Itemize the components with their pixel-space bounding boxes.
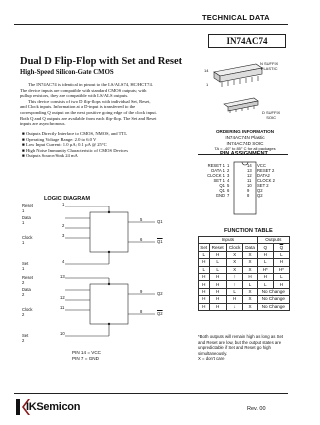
- table-cell: L: [273, 273, 289, 280]
- pin-number: 8: [247, 193, 250, 198]
- pin-number: 12: [247, 173, 252, 178]
- pin-name: Q2: [257, 188, 263, 193]
- table-cell: H: [199, 296, 210, 303]
- note-line: unpredictable if Set and Reset go high: [198, 345, 271, 351]
- pin-number: 1: [227, 163, 230, 168]
- pin-number: 9: [247, 188, 250, 193]
- pin-table-left: [200, 163, 234, 198]
- part-number-box: [208, 34, 286, 48]
- table-cell: ↑: [226, 273, 243, 280]
- output-label: Q1: [157, 219, 163, 224]
- table-cell: ↓: [226, 303, 243, 310]
- page-subtitle: High-Speed Silicon-Gate CMOS: [20, 69, 114, 76]
- pin-name: Q1: [219, 188, 225, 193]
- pin-number: 4: [62, 259, 65, 264]
- pin1-label: 1: [206, 82, 209, 87]
- table-cell: X: [226, 266, 243, 273]
- ordering-line: IN74AC74D SOIC: [226, 140, 264, 146]
- input-label: Set 1: [22, 261, 29, 271]
- description-line: The IN74AC74 is identical in pinout to the LS/ALS74, HC/HCT74.: [28, 82, 153, 87]
- pin-number: 5: [227, 183, 230, 188]
- table-cell: H: [209, 288, 226, 295]
- feature-list: [22, 131, 182, 159]
- part-number: IN74AC74: [226, 36, 268, 46]
- feature-item: ■ High Noise Immunity Characteristic of CMOS Devices: [22, 147, 129, 153]
- pin-number: 6: [227, 188, 230, 193]
- description-line: and Clock inputs. Information at a D-input is transferred to the: [20, 104, 136, 110]
- input-label: Set 2: [22, 333, 29, 343]
- pin-number: 1: [62, 202, 65, 207]
- table-cell: X: [243, 288, 257, 295]
- table-row: [199, 296, 290, 303]
- description-line: This device consists of two D flip-flops with individual Set, Reset,: [28, 98, 151, 104]
- pin-number: 10: [247, 183, 252, 188]
- table-cell: No Change: [257, 303, 289, 310]
- logic-diagram: [20, 206, 190, 346]
- pin-name: Q2: [257, 193, 263, 198]
- ordering-title: ORDERING INFORMATION: [215, 129, 275, 134]
- pin-number: 14: [247, 163, 252, 168]
- bullet-icon: ■: [22, 142, 26, 148]
- table-row: [199, 251, 290, 258]
- table-cell: H: [199, 281, 210, 288]
- input-label: Clock 2: [22, 307, 33, 317]
- note-line: *Both outputs will remain high as long as Set: [198, 334, 284, 339]
- function-table-title: FUNCTION TABLE: [224, 228, 273, 234]
- bullet-icon: ■: [22, 131, 26, 136]
- table-cell: X: [226, 259, 243, 266]
- column-header: Set: [200, 244, 208, 250]
- column-header: Clock: [226, 244, 243, 251]
- ordering-line: TA = -40° to 85° C for all packages: [214, 146, 276, 152]
- pin-name: Q1: [219, 183, 225, 188]
- table-cell: X: [243, 296, 257, 303]
- table-cell: H: [209, 273, 226, 280]
- table-cell: H: [273, 281, 289, 288]
- note-line: simultaneously.: [198, 350, 228, 356]
- pin-name: SET 1: [213, 178, 225, 183]
- pin14-label: 14: [204, 68, 209, 73]
- feature-item: ■ Operating Voltage Range: 2.0 to 6.0 V: [22, 136, 97, 142]
- pin-name: SET 2: [257, 183, 269, 188]
- table-cell: X: [243, 251, 257, 258]
- table-row: [199, 303, 290, 310]
- description-line: corresponding Q output on the next positive going edge of the clock input.: [20, 109, 157, 115]
- n-suffix-label: N SUFFIX PLASTIC: [260, 61, 279, 71]
- description-line: The device inputs are compatible with standard CMOS outputs; with: [20, 87, 147, 93]
- bullet-icon: ■: [22, 153, 26, 159]
- pin-row: [200, 193, 234, 198]
- header-rule: [14, 24, 288, 25]
- pin-number: 10: [60, 331, 65, 336]
- table-cell: No Change: [257, 288, 289, 295]
- table-cell: H: [199, 288, 210, 295]
- pin-number: 3: [227, 173, 230, 178]
- table-cell: H: [199, 303, 210, 310]
- pin-number: 9: [140, 289, 143, 294]
- table-cell: X: [226, 251, 243, 258]
- feature-item: ■ Outputs Directly Interface to CMOS, NMOS, and TTL: [22, 131, 128, 136]
- pin-number: 11: [60, 305, 65, 310]
- table-cell: L: [243, 281, 257, 288]
- input-label: Reset 1: [22, 203, 33, 213]
- flip-flop-2: [90, 284, 128, 324]
- d-suffix-label: D SUFFIX SOIC: [262, 110, 281, 120]
- column-header: Reset: [209, 244, 226, 251]
- note-line: X = don't care: [198, 356, 225, 362]
- table-cell: H: [273, 259, 289, 266]
- description-line: pullup resistors, they are compatible with LS/ALS outputs.: [20, 93, 129, 99]
- soic-package-icon: [224, 98, 258, 113]
- output-label: Q1: [157, 239, 163, 244]
- description-line: Both Q and Q outputs are available from each flip-flop. The Set and Reset: [20, 115, 157, 121]
- table-row: [199, 288, 290, 295]
- output-label: Q2: [157, 311, 163, 316]
- table-cell: L: [273, 251, 289, 258]
- pin-table-right: [246, 163, 276, 198]
- feature-item: ■ Low Input Current: 1.0 µA; 0.1 µA @ 25°C: [22, 142, 107, 148]
- table-cell: X: [243, 259, 257, 266]
- table-cell: L: [226, 288, 243, 295]
- table-cell: H*: [257, 266, 273, 273]
- input-label: Reset 2: [22, 275, 33, 285]
- feature-item: ■ Outputs Source/Sink 24 mA: [22, 153, 78, 159]
- table-cell: L: [209, 259, 226, 266]
- page-title: Dual D Flip-Flop with Set and Reset: [20, 56, 183, 67]
- flip-flop-1: [90, 212, 128, 252]
- column-header: Q: [273, 244, 289, 251]
- table-row: [199, 273, 290, 280]
- pin-row: [246, 193, 276, 198]
- table-cell: L: [199, 251, 210, 258]
- description-line: inputs are asynchronous.: [20, 121, 66, 127]
- output-label: Q2: [157, 291, 163, 296]
- table-row: [199, 259, 290, 266]
- table-cell: H: [243, 273, 257, 280]
- note-line: and Reset are low, but the output states are: [198, 339, 282, 345]
- input-label: Data 1: [22, 215, 31, 225]
- brand-name: IKSemicon: [26, 401, 81, 413]
- pin-name: GND: [215, 193, 225, 198]
- table-cell: H: [209, 303, 226, 310]
- pin-number: 4: [227, 178, 230, 183]
- column-header: Q: [257, 244, 273, 251]
- function-table: [198, 236, 290, 311]
- pin-name: RESET 2: [257, 168, 275, 173]
- pin-number: 7: [227, 193, 230, 198]
- pin-name: CLOCK 2: [257, 178, 275, 183]
- table-cell: No Change: [257, 296, 289, 303]
- table-cell: H: [209, 251, 226, 258]
- vcc-pin: PIN 14 = VCC: [72, 350, 101, 355]
- table-cell: L: [199, 266, 210, 273]
- table-cell: X: [243, 266, 257, 273]
- logic-diagram-title: LOGIC DIAGRAM: [44, 196, 90, 202]
- table-cell: H: [209, 296, 226, 303]
- description: [20, 82, 180, 127]
- pin-number: 12: [60, 295, 65, 300]
- pin-number: 11: [247, 178, 252, 183]
- table-cell: H: [209, 281, 226, 288]
- bullet-icon: ■: [22, 136, 26, 142]
- function-table-notes: [198, 334, 290, 362]
- inputs-header: Inputs: [199, 237, 258, 244]
- section-label: TECHNICAL DATA: [202, 13, 270, 22]
- ordering-info: [196, 129, 294, 152]
- pin-name: CLOCK 1: [207, 173, 225, 178]
- table-cell: H: [226, 296, 243, 303]
- table-cell: H: [199, 259, 210, 266]
- pin-assignment: [200, 159, 292, 217]
- table-row: [199, 266, 290, 273]
- revision: Rev. 00: [247, 406, 266, 412]
- pin-name: VCC: [257, 163, 266, 168]
- table-cell: H*: [273, 266, 289, 273]
- outputs-header: Outputs: [257, 237, 289, 244]
- pin-name: DATA2: [257, 173, 270, 178]
- table-cell: H: [257, 273, 273, 280]
- footer-rule: [14, 393, 288, 394]
- gnd-pin: PIN 7 = GND: [72, 356, 99, 361]
- column-header: Data: [243, 244, 257, 251]
- ordering-line: IN74AC74N Plastic: [225, 134, 265, 140]
- pin-name: DATA 1: [211, 168, 225, 173]
- table-cell: X: [243, 303, 257, 310]
- dip-package-icon: [214, 64, 262, 87]
- pin-name: RESET 1: [207, 163, 225, 168]
- pin-number: 5: [140, 217, 143, 222]
- power-pins: [72, 350, 101, 362]
- pin-number: 13: [247, 168, 252, 173]
- table-cell: L: [257, 281, 273, 288]
- input-label: Clock 1: [22, 235, 33, 245]
- table-cell: ↑: [226, 281, 243, 288]
- package-illustration: [196, 52, 296, 132]
- pin-number: 6: [140, 237, 143, 242]
- pin-number: 8: [140, 309, 143, 314]
- pin-number: 2: [227, 168, 230, 173]
- pin-number: 3: [62, 233, 65, 238]
- pin-number: 2: [62, 223, 65, 228]
- table-cell: H: [257, 251, 273, 258]
- input-label: Data 2: [22, 287, 31, 297]
- table-cell: L: [209, 266, 226, 273]
- pin-number: 13: [60, 274, 65, 279]
- bullet-icon: ■: [22, 147, 26, 153]
- table-cell: L: [257, 259, 273, 266]
- table-row: [199, 281, 290, 288]
- pin-assignment-title: PIN ASSIGNMENT: [220, 151, 268, 157]
- table-cell: H: [199, 273, 210, 280]
